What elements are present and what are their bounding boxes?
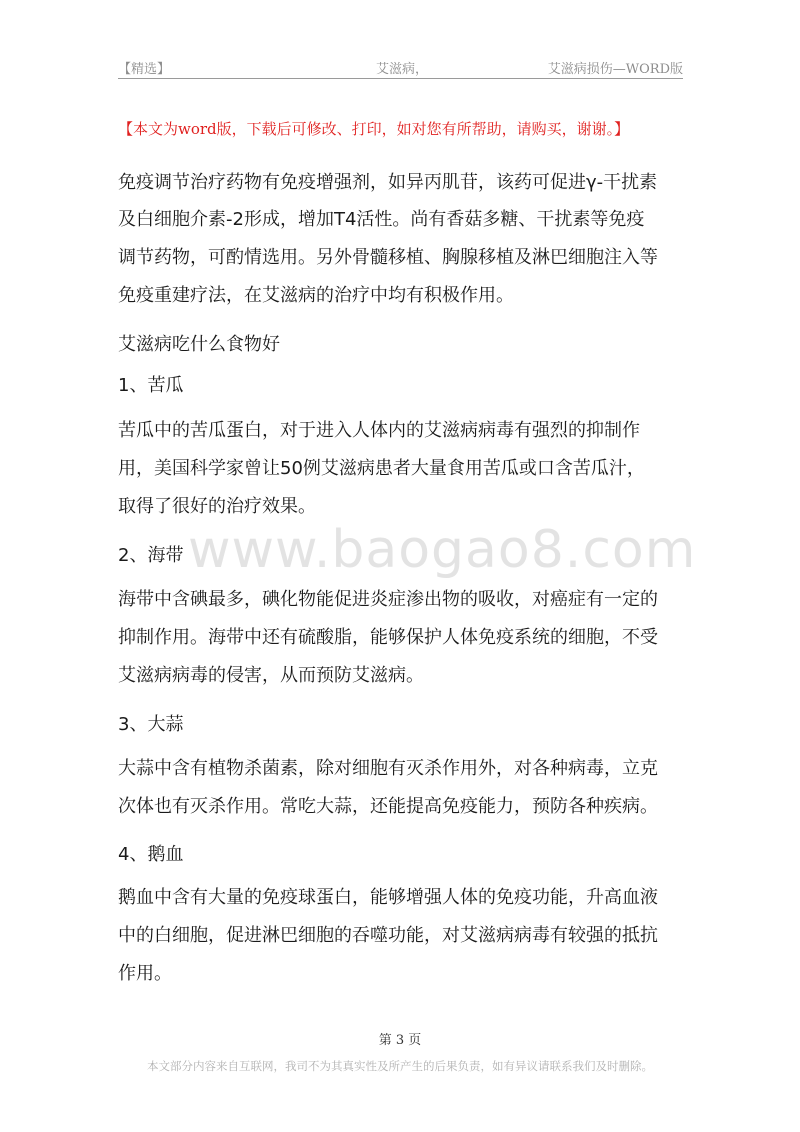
body-line: 海带中含碘最多，碘化物能促进炎症渗出物的吸收，对癌症有一定的 <box>118 589 658 610</box>
item-heading: 1、苦瓜 <box>118 375 184 396</box>
body-line: 鹅血中含有大量的免疫球蛋白，能够增强人体的免疫功能，升高血液 <box>118 887 658 908</box>
page-number: 第 3 页 <box>378 1033 422 1048</box>
body-line: 次体也有灭杀作用。常吃大蒜，还能提高免疫能力，预防各种疾病。 <box>118 796 658 817</box>
body-line: 用，美国科学家曾让50例艾滋病患者大量食用苦瓜或口含苦瓜汁， <box>118 458 645 479</box>
body-line: 免疫重建疗法，在艾滋病的治疗中均有积极作用。 <box>118 285 514 306</box>
watermark: www.baogao8.com <box>188 520 697 580</box>
header-right-text: 艾滋病损伤—WORD版 <box>547 62 683 77</box>
page-header <box>118 56 683 79</box>
body-line: 作用。 <box>118 963 172 984</box>
purchase-notice: 【本文为word版，下载后可修改、打印，如对您有所帮助，请购买，谢谢。】 <box>118 120 630 138</box>
body-line: 苦瓜中的苦瓜蛋白，对于进入人体内的艾滋病病毒有强烈的抑制作 <box>118 420 640 441</box>
item-heading: 3、大蒜 <box>118 714 184 735</box>
body-line: 免疫调节治疗药物有免疫增强剂，如异丙肌苷，该药可促进γ-干扰素 <box>118 172 658 193</box>
body-line: 取得了很好的治疗效果。 <box>118 496 316 517</box>
item-heading: 2、海带 <box>118 545 184 566</box>
header-center-text: 艾滋病， <box>376 62 429 77</box>
body-line: 大蒜中含有植物杀菌素，除对细胞有灭杀作用外，对各种病毒，立克 <box>118 758 658 779</box>
section-heading: 艾滋病吃什么食物好 <box>118 334 280 355</box>
item-heading: 4、鹅血 <box>118 844 184 865</box>
footer-disclaimer: 本文部分内容来自互联网，我司不为其真实性及所产生的后果负责，如有异议请联系我们及时删除。 <box>147 1059 653 1073</box>
body-line: 艾滋病病毒的侵害，从而预防艾滋病。 <box>118 665 424 686</box>
header-left-text: 【精选】 <box>118 62 171 77</box>
body-line: 及白细胞介素-2形成，增加T4活性。尚有香菇多糖、干扰素等免疫 <box>118 209 645 230</box>
body-line: 抑制作用。海带中还有硫酸脂，能够保护人体免疫系统的细胞，不受 <box>118 627 658 648</box>
body-line: 中的白细胞，促进淋巴细胞的吞噬功能，对艾滋病病毒有较强的抵抗 <box>118 925 658 946</box>
body-line: 调节药物，可酌情选用。另外骨髓移植、胸腺移植及淋巴细胞注入等 <box>118 247 658 268</box>
